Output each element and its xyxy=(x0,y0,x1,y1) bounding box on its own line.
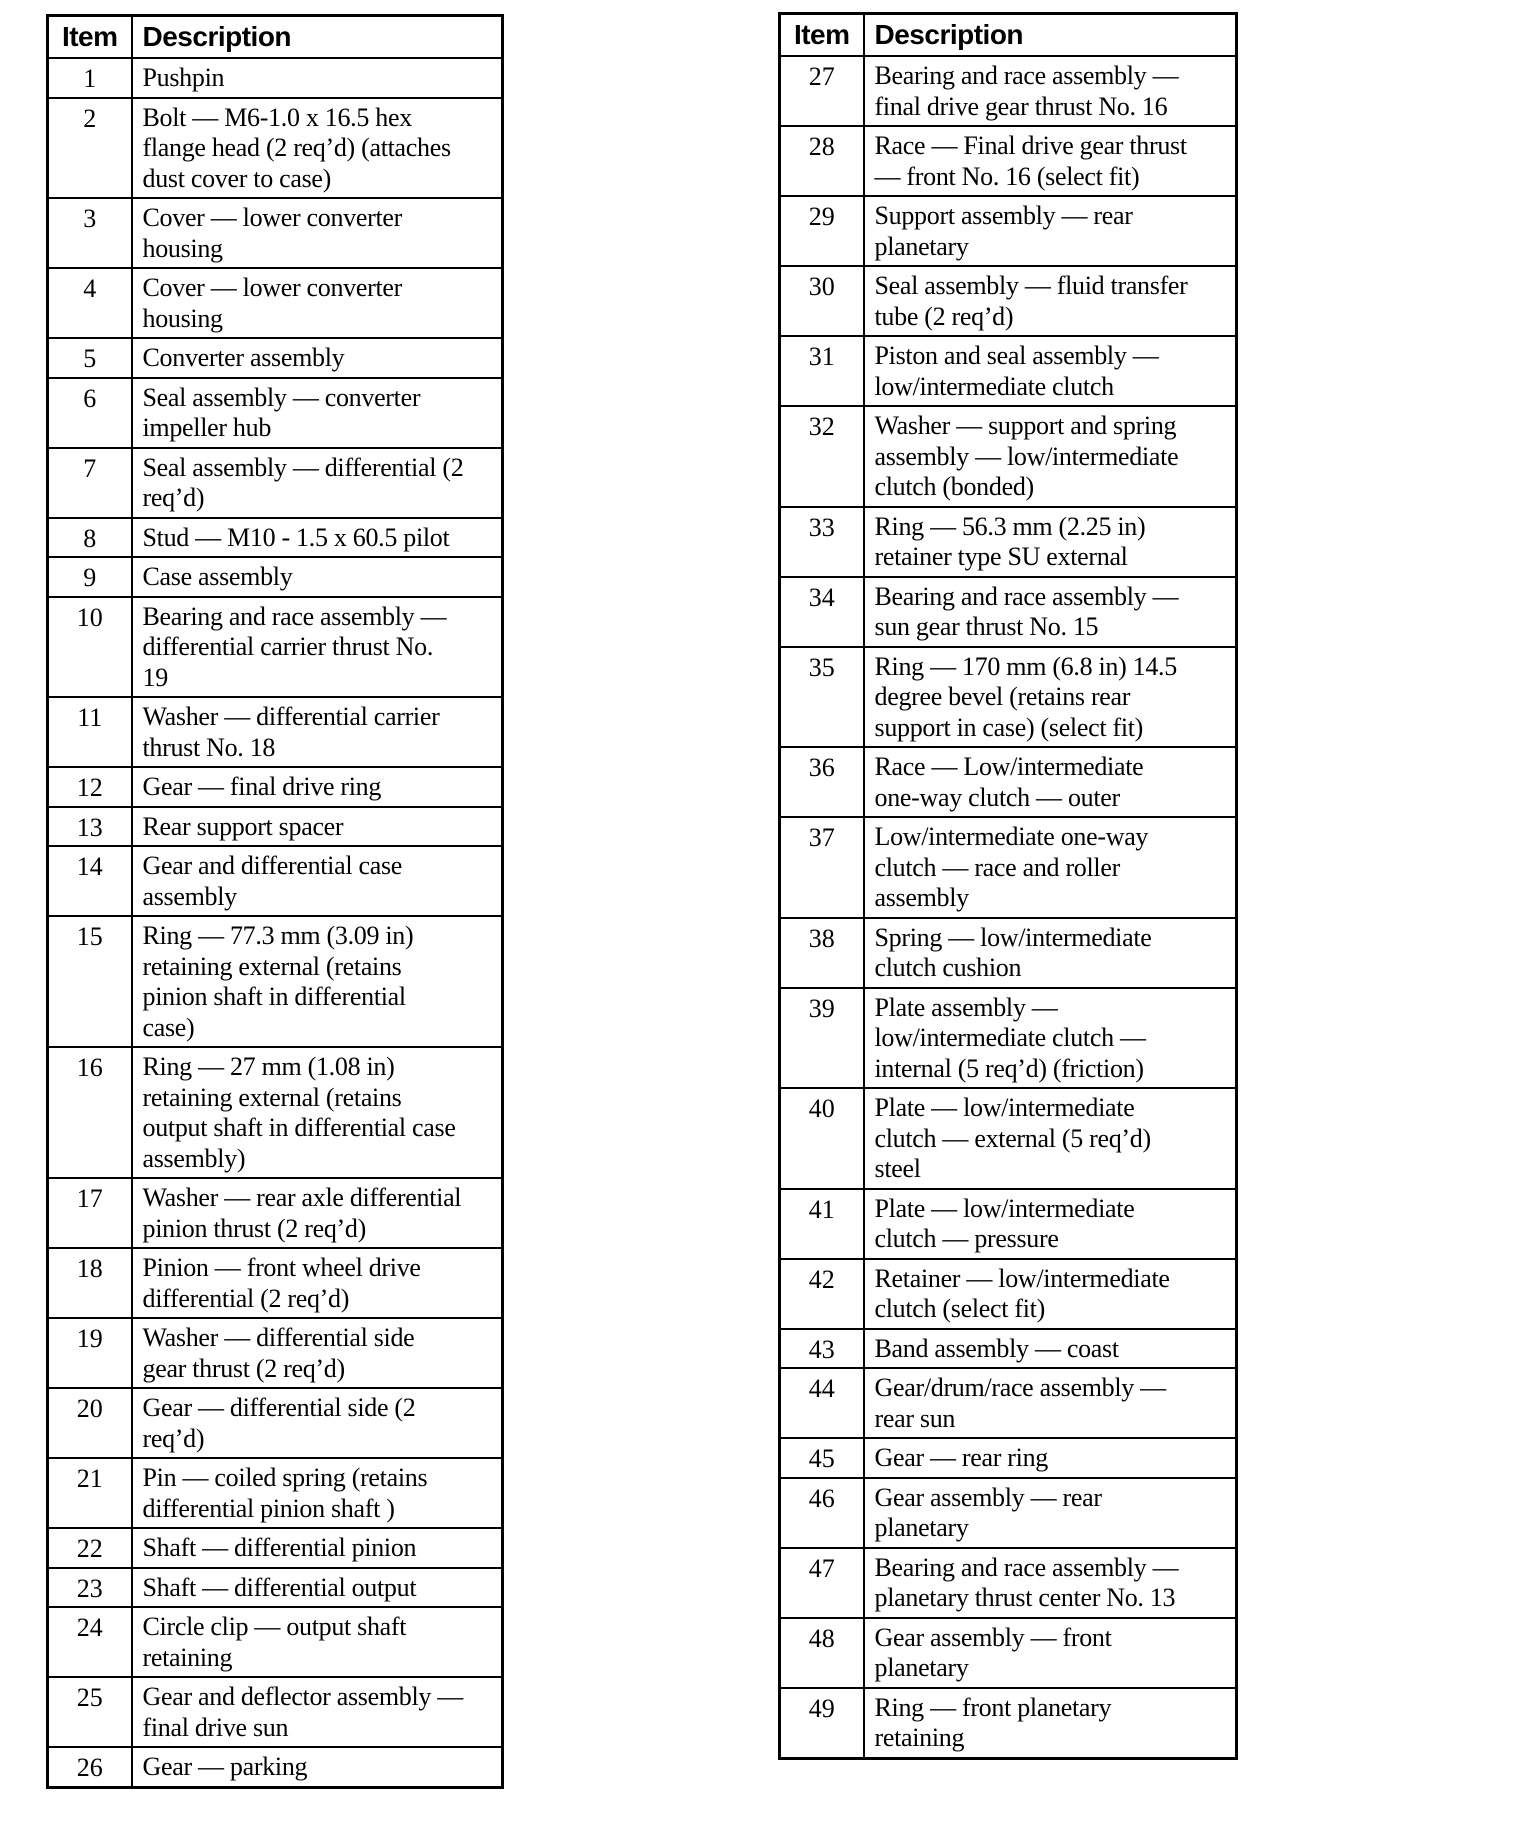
table-row xyxy=(780,1329,1237,1369)
table-row xyxy=(48,98,503,199)
description-line: Pinion — front wheel drive xyxy=(142,1253,421,1282)
description-line: Plate assembly — xyxy=(874,992,1058,1022)
item-number: 43 xyxy=(780,1329,864,1369)
item-number: 8 xyxy=(48,518,132,558)
description-line: assembly xyxy=(142,881,237,911)
item-number: 39 xyxy=(780,988,864,1089)
description-line: assembly xyxy=(874,883,969,912)
description-line: retaining external (retains xyxy=(142,951,402,981)
description-line: Spring — low/intermediate xyxy=(874,922,1152,952)
table-row xyxy=(48,597,503,698)
table-row xyxy=(48,1528,503,1568)
description-line: planetary thrust center No. 13 xyxy=(874,1583,1176,1612)
description-line: clutch cushion xyxy=(874,953,1022,982)
table-row xyxy=(48,1568,503,1608)
item-number: 14 xyxy=(48,846,132,916)
item-number: 46 xyxy=(780,1478,864,1548)
table-row xyxy=(48,378,503,448)
table-row xyxy=(48,1248,503,1318)
item-description xyxy=(864,507,1237,577)
description-line: case) xyxy=(142,1012,195,1042)
item-number: 32 xyxy=(780,406,864,507)
description-line: clutch — race and roller xyxy=(874,852,1120,882)
table-row xyxy=(780,1478,1237,1548)
description-line: assembly — low/intermediate xyxy=(874,441,1179,471)
item-number: 21 xyxy=(48,1458,132,1528)
table-row xyxy=(780,817,1237,918)
item-description xyxy=(132,98,503,199)
item-description xyxy=(864,1688,1237,1759)
description-column-header: Description xyxy=(864,14,1237,57)
item-description xyxy=(132,1178,503,1248)
description-line: output shaft in differential case xyxy=(142,1113,456,1142)
item-description xyxy=(132,1318,503,1388)
description-line: assembly) xyxy=(142,1143,246,1173)
description-line: tube (2 req’d) xyxy=(874,301,1014,331)
item-number: 11 xyxy=(48,697,132,767)
table-row xyxy=(780,1189,1237,1259)
item-description xyxy=(132,1747,503,1787)
description-line: final drive sun xyxy=(142,1712,289,1742)
table-row xyxy=(48,268,503,338)
table-row xyxy=(780,1548,1237,1618)
item-number: 41 xyxy=(780,1189,864,1259)
item-number: 29 xyxy=(780,196,864,266)
description-line: retaining external (retains xyxy=(142,1082,402,1112)
parts-table-body xyxy=(48,58,503,1787)
description-line: Stud — M10 - 1.5 x 60.5 pilot xyxy=(142,522,450,552)
table-row xyxy=(48,518,503,558)
description-line: Race — Final drive gear thrust xyxy=(874,131,1187,160)
description-line: Circle clip — output shaft xyxy=(142,1612,407,1641)
item-description xyxy=(132,807,503,847)
description-line: thrust No. 18 xyxy=(142,732,276,762)
description-line: rear sun xyxy=(874,1403,956,1433)
item-description xyxy=(864,1259,1237,1329)
description-line: Bearing and race assembly — xyxy=(874,61,1179,90)
description-line: sun gear thrust No. 15 xyxy=(874,612,1099,641)
description-line: Gear — final drive ring xyxy=(142,772,382,801)
description-line: pinion thrust (2 req’d) xyxy=(142,1213,366,1243)
description-line: gear thrust (2 req’d) xyxy=(142,1353,345,1383)
description-line: Gear — differential side (2 xyxy=(142,1393,416,1422)
table-row xyxy=(780,1688,1237,1759)
description-line: clutch (select fit) xyxy=(874,1294,1045,1323)
table-row xyxy=(780,126,1237,196)
item-number: 28 xyxy=(780,126,864,196)
item-description xyxy=(132,1248,503,1318)
table-row xyxy=(48,1388,503,1458)
item-description xyxy=(864,336,1237,406)
table-row xyxy=(780,507,1237,577)
table-row xyxy=(780,747,1237,817)
item-number: 24 xyxy=(48,1607,132,1677)
table-header-row xyxy=(48,16,503,59)
item-description xyxy=(132,697,503,767)
item-column-header: Item xyxy=(780,14,864,57)
description-line: degree bevel (retains rear xyxy=(874,682,1131,711)
item-number: 17 xyxy=(48,1178,132,1248)
description-line: Plate — low/intermediate xyxy=(874,1093,1135,1122)
item-number: 45 xyxy=(780,1438,864,1478)
description-line: planetary xyxy=(874,1653,969,1682)
item-description xyxy=(864,918,1237,988)
item-description xyxy=(864,406,1237,507)
item-number: 20 xyxy=(48,1388,132,1458)
item-description xyxy=(132,1568,503,1608)
table-row xyxy=(780,1088,1237,1189)
table-row xyxy=(48,557,503,597)
item-number: 37 xyxy=(780,817,864,918)
item-description xyxy=(132,1388,503,1458)
description-line: retaining xyxy=(142,1642,233,1672)
table-row xyxy=(780,1259,1237,1329)
description-line: low/intermediate clutch xyxy=(874,371,1114,401)
description-line: Retainer — low/intermediate xyxy=(874,1263,1170,1293)
description-line: — front No. 16 (select fit) xyxy=(874,161,1140,191)
item-number: 26 xyxy=(48,1747,132,1787)
item-number: 5 xyxy=(48,338,132,378)
table-row xyxy=(48,807,503,847)
description-line: low/intermediate clutch — xyxy=(874,1023,1146,1052)
table-row xyxy=(48,58,503,98)
item-description xyxy=(132,268,503,338)
item-description xyxy=(864,647,1237,748)
item-column-header: Item xyxy=(48,16,132,59)
description-line: Ring — front planetary xyxy=(874,1692,1112,1722)
description-line: differential pinion shaft ) xyxy=(142,1493,395,1523)
description-line: Bearing and race assembly — xyxy=(874,581,1179,611)
description-line: 19 xyxy=(142,662,168,692)
item-description xyxy=(132,557,503,597)
description-line: flange head (2 req’d) (attaches xyxy=(142,133,451,162)
item-number: 40 xyxy=(780,1088,864,1189)
item-description xyxy=(132,1047,503,1178)
item-number: 36 xyxy=(780,747,864,817)
item-number: 22 xyxy=(48,1528,132,1568)
item-number: 35 xyxy=(780,647,864,748)
description-line: final drive gear thrust No. 16 xyxy=(874,91,1168,121)
table-header-row xyxy=(780,14,1237,57)
item-number: 48 xyxy=(780,1618,864,1688)
table-row xyxy=(48,198,503,268)
parts-table-body xyxy=(780,56,1237,1758)
item-number: 13 xyxy=(48,807,132,847)
description-line: Bolt — M6-1.0 x 16.5 hex xyxy=(142,102,412,132)
item-number: 30 xyxy=(780,266,864,336)
item-number: 7 xyxy=(48,448,132,518)
description-line: retainer type SU external xyxy=(874,542,1128,571)
description-line: Washer — differential side xyxy=(142,1323,415,1352)
item-description xyxy=(864,196,1237,266)
description-line: one-way clutch — outer xyxy=(874,782,1120,812)
item-description xyxy=(132,916,503,1047)
item-description xyxy=(132,518,503,558)
description-line: Cover — lower converter xyxy=(142,273,402,302)
description-line: Seal assembly — converter xyxy=(142,382,421,412)
item-number: 10 xyxy=(48,597,132,698)
item-description xyxy=(132,198,503,268)
item-description xyxy=(132,448,503,518)
item-number: 1 xyxy=(48,58,132,98)
description-line: planetary xyxy=(874,1513,969,1542)
item-description xyxy=(132,846,503,916)
description-line: Plate — low/intermediate xyxy=(874,1193,1135,1223)
description-line: housing xyxy=(142,303,223,333)
item-number: 16 xyxy=(48,1047,132,1178)
table-row xyxy=(780,647,1237,748)
item-description xyxy=(864,56,1237,126)
item-description xyxy=(132,1607,503,1677)
table-row xyxy=(48,1458,503,1528)
description-line: Converter assembly xyxy=(142,343,345,372)
description-line: Washer — rear axle differential xyxy=(142,1183,462,1212)
item-number: 4 xyxy=(48,268,132,338)
description-line: Cover — lower converter xyxy=(142,203,402,232)
description-line: Race — Low/intermediate xyxy=(874,752,1144,781)
item-description xyxy=(132,1528,503,1568)
description-line: Bearing and race assembly — xyxy=(142,601,447,631)
description-line: Washer — differential carrier xyxy=(142,702,440,731)
description-line: Support assembly — rear xyxy=(874,201,1133,230)
table-row xyxy=(48,916,503,1047)
parts-table-right xyxy=(778,12,1238,1760)
description-line: Ring — 27 mm (1.08 in) xyxy=(142,1052,395,1081)
parts-table-left xyxy=(46,14,504,1789)
item-number: 49 xyxy=(780,1688,864,1759)
item-description xyxy=(864,1368,1237,1438)
item-number: 47 xyxy=(780,1548,864,1618)
description-line: Bearing and race assembly — xyxy=(874,1552,1179,1582)
description-line: Seal assembly — fluid transfer xyxy=(874,271,1188,300)
description-line: Ring — 77.3 mm (3.09 in) xyxy=(142,921,414,950)
description-line: Ring — 56.3 mm (2.25 in) xyxy=(874,511,1146,541)
description-line: clutch — pressure xyxy=(874,1224,1059,1253)
description-line: Gear and deflector assembly — xyxy=(142,1682,464,1711)
item-description xyxy=(132,338,503,378)
item-number: 44 xyxy=(780,1368,864,1438)
description-line: Gear/drum/race assembly — xyxy=(874,1373,1166,1402)
description-line: pinion shaft in differential xyxy=(142,982,406,1011)
description-line: differential carrier thrust No. xyxy=(142,632,434,661)
item-description xyxy=(132,58,503,98)
table-row xyxy=(780,266,1237,336)
description-line: Washer — support and spring xyxy=(874,411,1177,440)
description-line: support in case) (select fit) xyxy=(874,712,1144,742)
table-row xyxy=(780,918,1237,988)
item-description xyxy=(864,1329,1237,1369)
table-row xyxy=(48,1047,503,1178)
table-row xyxy=(780,196,1237,266)
table-row xyxy=(48,767,503,807)
description-line: retaining xyxy=(874,1723,965,1752)
item-description xyxy=(132,1458,503,1528)
description-line: Band assembly — coast xyxy=(874,1333,1119,1363)
table-row xyxy=(780,988,1237,1089)
item-number: 6 xyxy=(48,378,132,448)
description-line: Seal assembly — differential (2 xyxy=(142,452,464,482)
table-row xyxy=(48,1318,503,1388)
table-row xyxy=(780,1368,1237,1438)
description-line: Low/intermediate one-way xyxy=(874,822,1149,851)
item-description xyxy=(864,126,1237,196)
table-row xyxy=(780,1618,1237,1688)
item-description xyxy=(864,817,1237,918)
item-number: 15 xyxy=(48,916,132,1047)
item-description xyxy=(864,1189,1237,1259)
table-row xyxy=(780,56,1237,126)
item-description xyxy=(864,747,1237,817)
description-line: Pushpin xyxy=(142,63,225,92)
item-number: 19 xyxy=(48,1318,132,1388)
table-row xyxy=(48,697,503,767)
table-row xyxy=(48,338,503,378)
description-line: Gear and differential case xyxy=(142,851,403,880)
item-description xyxy=(864,1618,1237,1688)
description-line: req’d) xyxy=(142,1423,205,1453)
description-line: clutch (bonded) xyxy=(874,472,1034,501)
item-description xyxy=(132,1677,503,1747)
description-line: Shaft — differential output xyxy=(142,1572,417,1602)
description-line: Gear — parking xyxy=(142,1752,308,1781)
table-row xyxy=(48,1607,503,1677)
description-line: dust cover to case) xyxy=(142,163,332,193)
item-description xyxy=(132,597,503,698)
description-line: Pin — coiled spring (retains xyxy=(142,1463,428,1492)
description-line: Gear assembly — front xyxy=(874,1622,1112,1652)
description-line: internal (5 req’d) (friction) xyxy=(874,1053,1144,1083)
item-number: 25 xyxy=(48,1677,132,1747)
item-number: 18 xyxy=(48,1248,132,1318)
description-line: Rear support spacer xyxy=(142,811,344,841)
item-description xyxy=(864,988,1237,1089)
description-line: req’d) xyxy=(142,483,205,512)
item-description xyxy=(864,577,1237,647)
item-number: 12 xyxy=(48,767,132,807)
item-description xyxy=(864,266,1237,336)
description-line: steel xyxy=(874,1154,921,1183)
description-line: housing xyxy=(142,233,223,263)
item-number: 27 xyxy=(780,56,864,126)
item-number: 2 xyxy=(48,98,132,199)
description-line: Piston and seal assembly — xyxy=(874,341,1159,370)
description-line: differential (2 req’d) xyxy=(142,1283,350,1313)
item-number: 3 xyxy=(48,198,132,268)
table-row xyxy=(48,1677,503,1747)
description-column-header: Description xyxy=(132,16,503,59)
item-number: 23 xyxy=(48,1568,132,1608)
item-description xyxy=(864,1088,1237,1189)
item-number: 33 xyxy=(780,507,864,577)
description-line: Gear assembly — rear xyxy=(874,1482,1102,1512)
item-number: 34 xyxy=(780,577,864,647)
item-number: 42 xyxy=(780,1259,864,1329)
description-line: clutch — external (5 req’d) xyxy=(874,1123,1151,1153)
item-number: 31 xyxy=(780,336,864,406)
item-description xyxy=(864,1548,1237,1618)
item-description xyxy=(864,1438,1237,1478)
table-row xyxy=(780,577,1237,647)
item-description xyxy=(132,767,503,807)
description-line: Ring — 170 mm (6.8 in) 14.5 xyxy=(874,651,1177,681)
description-line: Shaft — differential pinion xyxy=(142,1533,417,1562)
table-row xyxy=(48,1178,503,1248)
item-description xyxy=(132,378,503,448)
description-line: planetary xyxy=(874,231,969,261)
item-number: 38 xyxy=(780,918,864,988)
description-line: Case assembly xyxy=(142,562,293,591)
item-description xyxy=(864,1478,1237,1548)
table-row xyxy=(780,336,1237,406)
table-row xyxy=(780,406,1237,507)
description-line: impeller hub xyxy=(142,413,272,442)
table-row xyxy=(48,846,503,916)
table-row xyxy=(48,1747,503,1787)
table-row xyxy=(48,448,503,518)
table-row xyxy=(780,1438,1237,1478)
item-number: 9 xyxy=(48,557,132,597)
description-line: Gear — rear ring xyxy=(874,1443,1048,1472)
